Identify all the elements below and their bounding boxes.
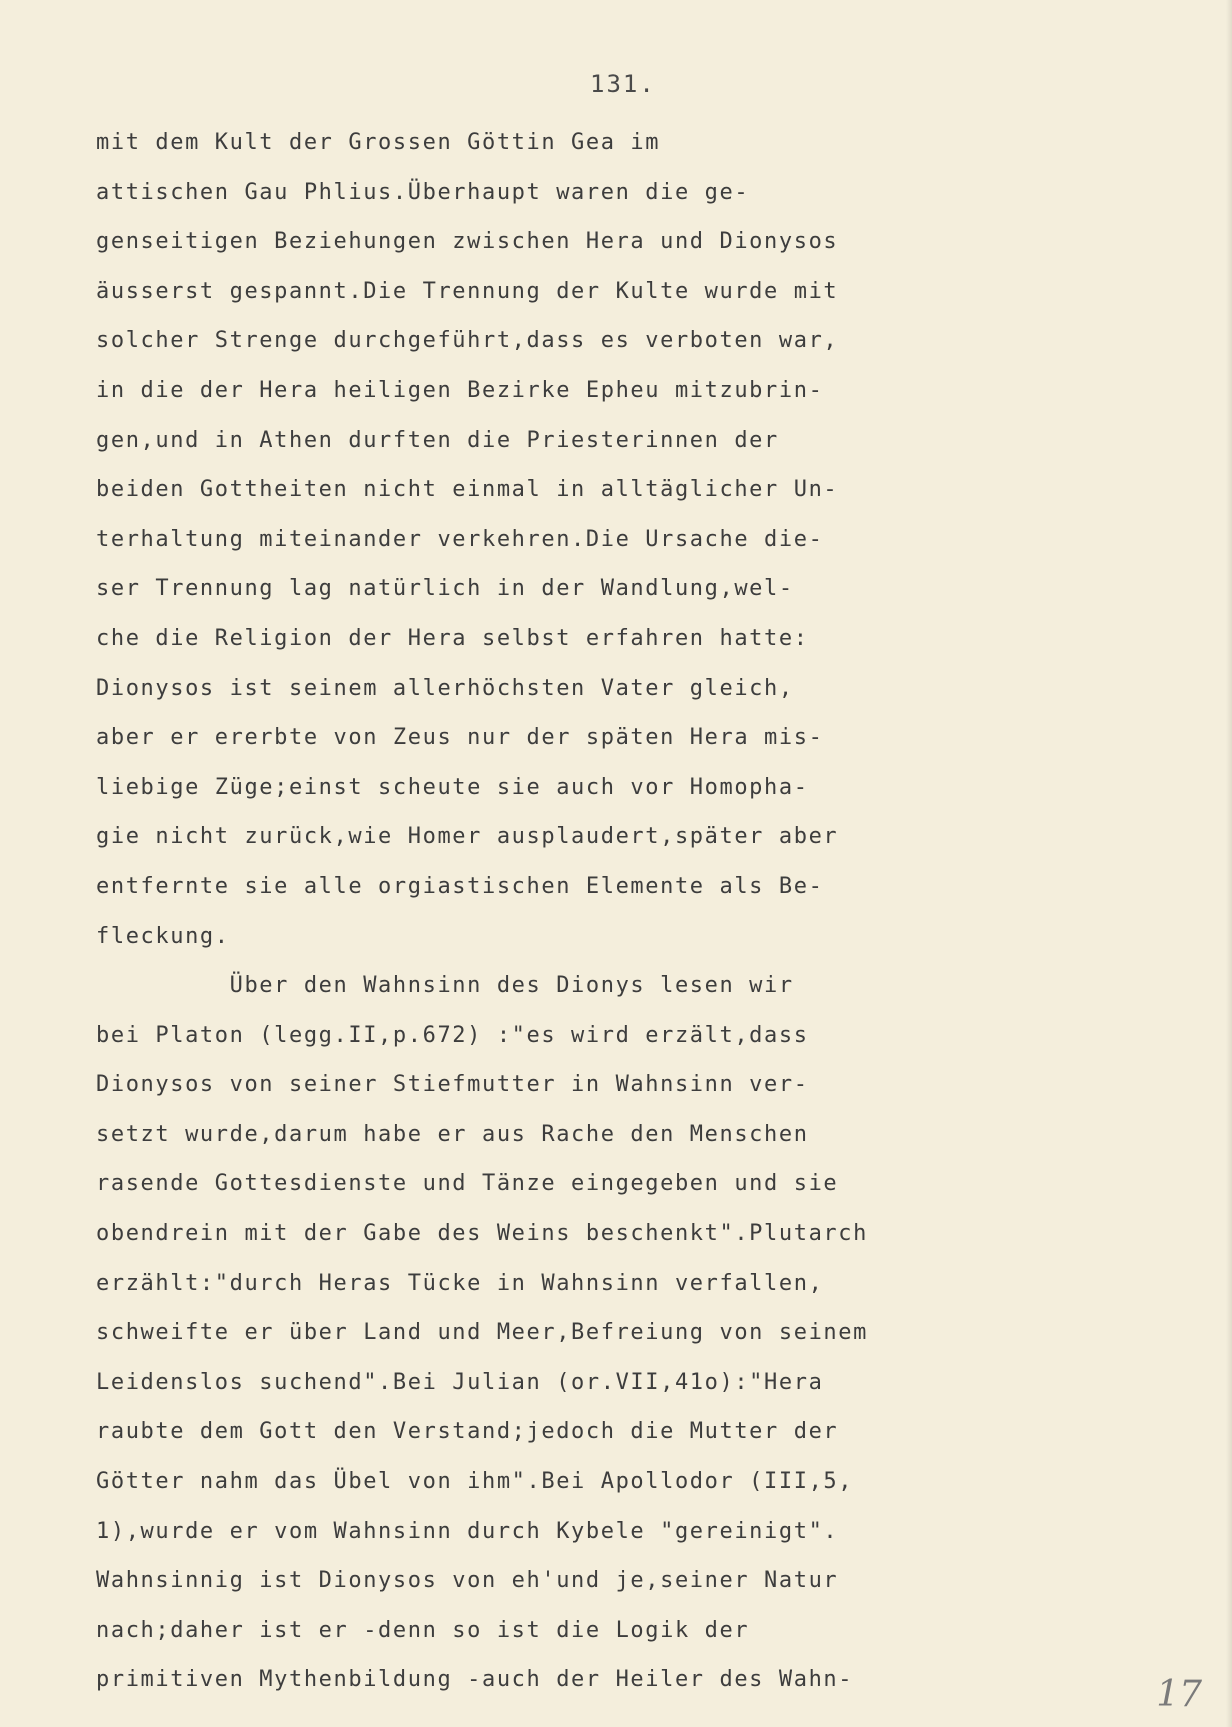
text-line: Dionysos von seiner Stiefmutter in Wahnsinn ver- — [96, 1072, 809, 1098]
text-line: setzt wurde,darum habe er aus Rache den Menschen — [96, 1121, 809, 1147]
text-line: raubte dem Gott den Verstand;jedoch die Mutter der — [96, 1419, 839, 1445]
text-line: beiden Gottheiten nicht einmal in alltäglicher Un- — [96, 477, 839, 503]
text-line: obendrein mit der Gabe des Weins beschenkt".Plutarch — [96, 1221, 868, 1247]
text-line: Leidenslos suchend".Bei Julian (or.VII,41o):"Hera — [96, 1369, 824, 1395]
text-line: genseitigen Beziehungen zwischen Hera und Dionysos — [96, 229, 839, 255]
handwritten-folio-number: 17 — [1156, 1674, 1202, 1715]
text-line: liebige Züge;einst scheute sie auch vor Homopha- — [96, 774, 809, 800]
text-line: nach;daher ist er -denn so ist die Logik der — [96, 1617, 750, 1643]
text-line: che die Religion der Hera selbst erfahren hatte: — [96, 625, 809, 651]
text-line: attischen Gau Phlius.Überhaupt waren die ge- — [96, 179, 750, 205]
text-line: Über den Wahnsinn des Dionys lesen wir — [96, 973, 794, 999]
text-line: terhaltung miteinander verkehren.Die Ursache die- — [96, 526, 824, 552]
text-line: aber er ererbte von Zeus nur der späten Hera mis- — [96, 725, 824, 751]
text-line: äusserst gespannt.Die Trennung der Kulte wurde mit — [96, 278, 839, 304]
text-line: Wahnsinnig ist Dionysos von eh'und je,seiner Natur — [96, 1568, 839, 1594]
text-line: Dionysos ist seinem allerhöchsten Vater gleich, — [96, 675, 794, 701]
text-line: gen,und in Athen durften die Priesterinnen der — [96, 427, 779, 453]
paper-edge — [1226, 0, 1232, 1727]
text-line: in die der Hera heiligen Bezirke Epheu mitzubrin- — [96, 377, 824, 403]
text-line: schweifte er über Land und Meer,Befreiung von seinem — [96, 1320, 868, 1346]
page-number: 131. — [590, 70, 656, 98]
text-line: gie nicht zurück,wie Homer ausplaudert,später aber — [96, 824, 839, 850]
text-line: mit dem Kult der Grossen Göttin Gea im — [96, 130, 661, 155]
body-text — [96, 118, 1096, 1705]
text-line: 1),wurde er vom Wahnsinn durch Kybele "gereinigt". — [96, 1518, 839, 1544]
text-line: ser Trennung lag natürlich in der Wandlung,wel- — [96, 576, 794, 602]
text-line: primitiven Mythenbildung -auch der Heiler des Wahn- — [96, 1667, 854, 1693]
text-line: fleckung. — [96, 923, 230, 949]
text-line: Götter nahm das Übel von ihm".Bei Apollodor (III,5, — [96, 1469, 854, 1495]
text-line: entfernte sie alle orgiastischen Elemente als Be- — [96, 873, 824, 899]
text-line: solcher Strenge durchgeführt,dass es verboten war, — [96, 328, 839, 354]
text-line: erzählt:"durch Heras Tücke in Wahnsinn verfallen, — [96, 1270, 824, 1296]
text-line: bei Platon (legg.II,p.672) :"es wird erzält,dass — [96, 1022, 809, 1048]
text-line: rasende Gottesdienste und Tänze eingegeben und sie — [96, 1171, 839, 1197]
